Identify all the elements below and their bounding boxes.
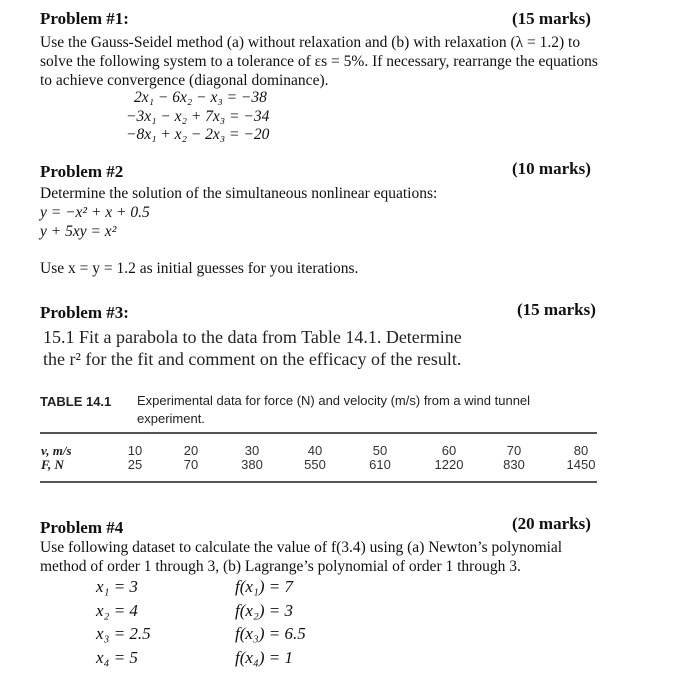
problem4-line1: Use following dataset to calculate the value of f(3.4) using (a) Newton’s polynomial: [40, 539, 563, 556]
problem4-marks: (20 marks): [512, 514, 591, 533]
velocity-cell: 60: [441, 443, 457, 458]
force-cell: 1220: [434, 457, 464, 472]
problem3-line2: the r² for the fit and comment on the efficacy of the result.: [43, 349, 462, 369]
problem2-line1: Determine the solution of the simultaneous nonlinear equations:: [40, 185, 438, 202]
velocity-cell: 70: [506, 443, 522, 458]
problem2-equation-1: y = −x² + x + 0.5: [40, 204, 150, 221]
x-value-1: x₁ = 3: [96, 577, 138, 596]
problem1-equation-2: −3x₁ − x₂ + 7x₃ = −34: [126, 108, 270, 125]
table-label: TABLE 14.1: [40, 394, 112, 409]
force-cell: 70: [183, 457, 199, 472]
x-value-2: x₂ = 4: [96, 601, 138, 620]
velocity-cell: 30: [244, 443, 260, 458]
problem1-equation-1: 2x₁ − 6x₂ − x₃ = −38: [134, 89, 267, 106]
table-top-rule: [40, 432, 597, 434]
table-caption-line2: experiment.: [137, 411, 205, 426]
problem4-line2: method of order 1 through 3, (b) Lagrange’s polynomial of order 1 through 3.: [40, 558, 521, 575]
problem1-line2: solve the following system to a tolerance of εs = 5%. If necessary, rearrange the equations: [40, 53, 598, 70]
force-cell: 1450: [566, 457, 596, 472]
force-cell: 380: [241, 457, 263, 472]
problem3-line1: 15.1 Fit a parabola to the data from Table 14.1. Determine: [43, 327, 462, 347]
force-cell: 25: [127, 457, 143, 472]
velocity-cell: 40: [307, 443, 323, 458]
problem2-marks: (10 marks): [512, 159, 591, 178]
f-value-2: f(x₂) = 3: [235, 601, 293, 620]
force-cell: 610: [369, 457, 391, 472]
f-value-4: f(x₄) = 1: [235, 648, 293, 667]
velocity-cell: 80: [573, 443, 589, 458]
problem2-note: Use x = y = 1.2 as initial guesses for you iterations.: [40, 260, 359, 277]
problem3-title: Problem #3:: [40, 303, 129, 322]
x-value-3: x₃ = 2.5: [96, 624, 151, 643]
velocity-cell: 20: [183, 443, 199, 458]
x-value-4: x₄ = 5: [96, 648, 138, 667]
problem1-equation-3: −8x₁ + x₂ − 2x₃ = −20: [126, 126, 270, 143]
problem1-title: Problem #1:: [40, 9, 129, 28]
problem1-line1: Use the Gauss-Seidel method (a) without relaxation and (b) with relaxation (λ = 1.2) to: [40, 34, 581, 51]
problem1-line3: to achieve convergence (diagonal dominance).: [40, 72, 329, 89]
f-value-3: f(x₃) = 6.5: [235, 624, 306, 643]
table-row-label-force: F, N: [41, 457, 64, 472]
problem4-title: Problem #4: [40, 518, 124, 537]
table-caption-line1: Experimental data for force (N) and velocity (m/s) from a wind tunnel: [137, 393, 531, 408]
problem1-marks: (15 marks): [512, 9, 591, 28]
velocity-cell: 10: [127, 443, 143, 458]
problem2-equation-2: y + 5xy = x²: [40, 223, 117, 240]
force-cell: 830: [503, 457, 525, 472]
table-row-label-velocity: v, m/s: [41, 443, 72, 458]
f-value-1: f(x₁) = 7: [235, 577, 293, 596]
force-cell: 550: [304, 457, 326, 472]
table-bottom-rule: [40, 481, 597, 483]
velocity-cell: 50: [372, 443, 388, 458]
problem3-marks: (15 marks): [517, 300, 596, 319]
problem2-title: Problem #2: [40, 162, 124, 181]
